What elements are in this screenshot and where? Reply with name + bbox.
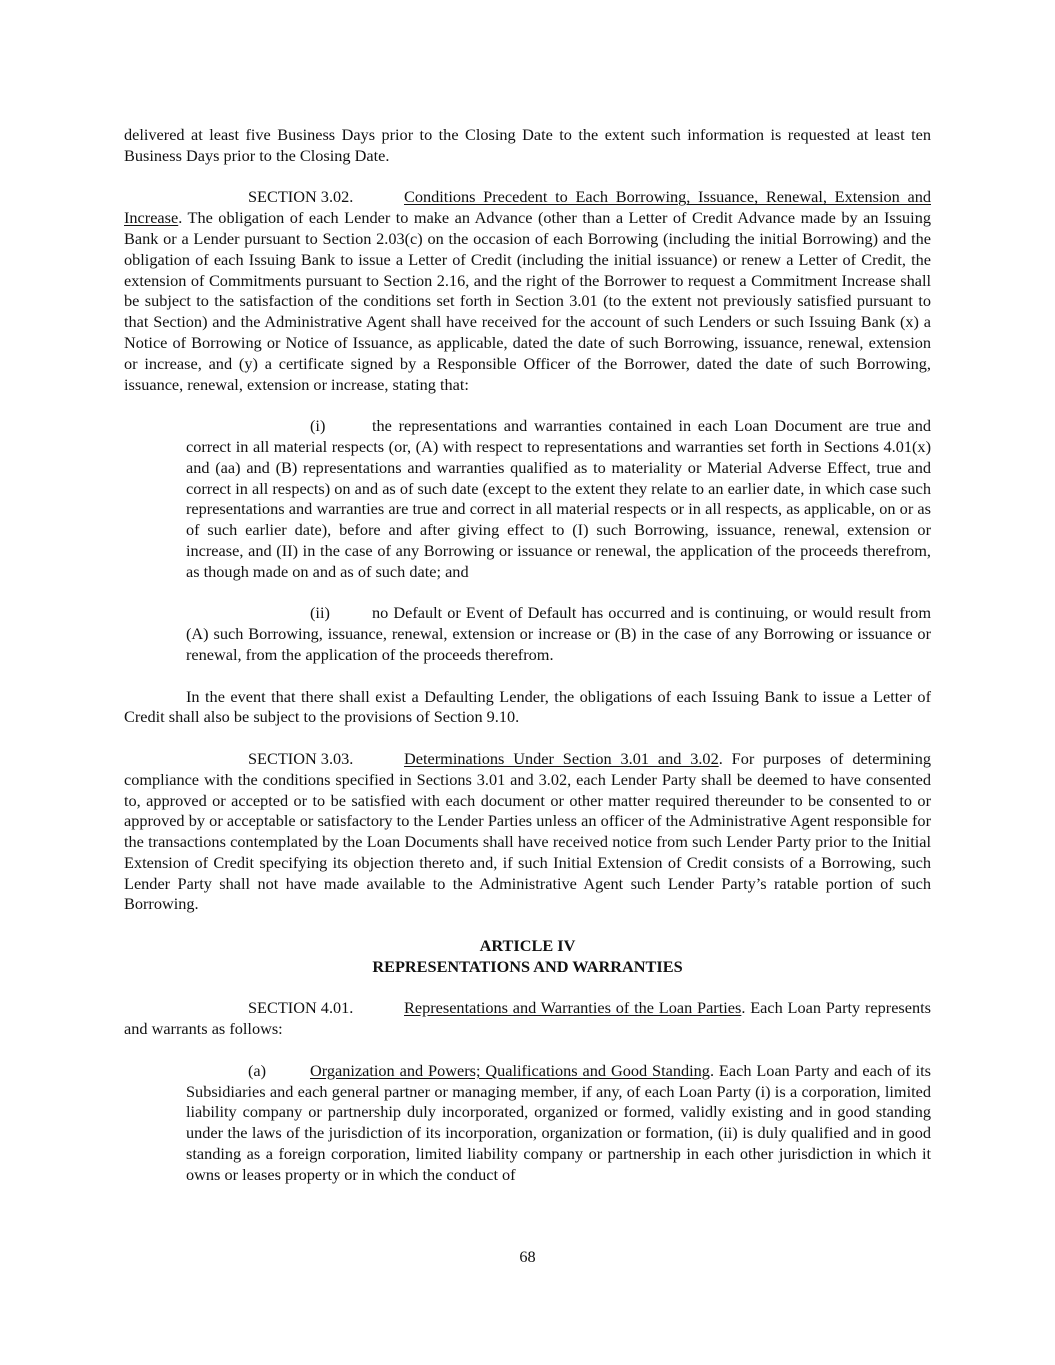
clause-label: (i) [310,416,326,436]
section-heading: Conditions Precedent to Each Borrowing, Issuance, Renewal, Extension and Increase [124,187,931,228]
section-label: SECTION 3.02. [248,187,354,207]
clause-text: no Default or Event of Default has occurred and is continuing, or would result from (A) such Borrowing, issuance, renewal, extension or increase or (B) in the case of any Borrowing or issuance or renewal, from the application of the proceeds therefrom. [186,603,931,664]
section-heading: Determinations Under Section 3.01 and 3.02 [404,748,719,768]
section-3-02 [124,187,931,395]
article-number: ARTICLE IV [479,936,576,956]
section-body: . Each Loan Party represents and warrants as follows: [124,998,931,1039]
clause-i [186,416,931,582]
section-body: . The obligation of each Lender to make an Advance (other than a Letter of Credit Advance made by an Issuing Bank or a Lender pursuant to Section 2.03(c) on the occasion of each Borrowing (including the initial Borrowing) and the obligation of each Issuing Bank to issue a Letter of Credit (including the initial issuance) or renew a Letter of Credit, the extension of Commitments pursuant to Section 2.16, and the right of the Borrower to request a Commitment Increase shall be subject to the satisfaction of the conditions set forth in Section 3.01 (to the extent not previously satisfied pursuant to that Section) and the Administrative Agent shall have received for the account of such Lenders or such Issuing Bank (x) a Notice of Borrowing or Notice of Issuance, as applicable, dated the date of such Borrowing, issuance, renewal, extension or increase, and (y) a certificate signed by a Responsible Officer of the Borrower, dated the date of such Borrowing, issuance, renewal, extension or increase, stating that: [124,208,931,394]
clause-text: . Each Loan Party and each of its Subsidiaries and each general partner or managing member, if any, of each Loan Party (i) is a corporation, limited liability company or partnership duly incorporated, organized or formed, validly existing and in good standing under the laws of the jurisdiction of its incorporation, organization or formation, (ii) is duly qualified and in good standing as a foreign corporation, limited liability company or partnership in each other jurisdiction in which it owns or leases property or in which the conduct of [186,1060,931,1184]
article-title: REPRESENTATIONS AND WARRANTIES [372,956,683,976]
defaulting-lender-paragraph: In the event that there shall exist a Defaulting Lender, the obligations of each Issuing Bank to issue a Letter of Credit shall also be subject to the provisions of Section 9.10. [124,686,931,727]
section-label: SECTION 3.03. [248,748,354,768]
clause-a [186,1061,931,1186]
clause-ii [186,603,931,665]
section-body: . For purposes of determining compliance with the conditions specified in Sections 3.01 and 3.02, each Lender Party shall be deemed to have consented to, approved or accepted or to be satisfied with each document or other matter required thereunder to be consented to or approved by or acceptable or satisfactory to the Lender Parties unless an officer of the Administrative Agent responsible for the transactions contemplated by the Loan Documents shall have received notice from such Lender Party prior to the Initial Extension of Credit specifying its objection thereto and, if such Initial Extension of Credit consists of a Borrowing, such Lender Party shall not have made available to the Administrative Agent such Lender Party’s ratable portion of such Borrowing. [124,748,931,914]
clause-heading: Organization and Powers; Qualifications and Good Standing [310,1060,710,1080]
clause-label: (ii) [310,603,330,623]
document-page [124,125,931,1186]
clause-label: (a) [248,1060,267,1080]
section-4-01 [124,998,931,1040]
section-label: SECTION 4.01. [248,998,354,1018]
paragraph-continuation: delivered at least five Business Days prior to the Closing Date to the extent such information is requested at least ten Business Days prior to the Closing Date. [124,125,931,165]
section-3-03 [124,749,931,915]
section-heading: Representations and Warranties of the Loan Parties [404,998,742,1018]
page-number: 68 [519,1247,536,1266]
clause-text: the representations and warranties contained in each Loan Document are true and correct in all material respects (or, (A) with respect to representations and warranties set forth in Sections 4.01(x) and (aa) and (B) representations and warranties qualified as to materiality or Material Adverse Effect, true and correct in all respects) on and as of such date (except to the extent they relate to an earlier date, in which case such representations and warranties are true and correct in all material respects or in all respects, as applicable, on or as of such earlier date), before and after giving effect to (I) such Borrowing, issuance, renewal, extension or increase, and (II) in the case of any Borrowing or issuance or renewal, the application of the proceeds therefrom, as though made on and as of such date; and [186,416,931,581]
